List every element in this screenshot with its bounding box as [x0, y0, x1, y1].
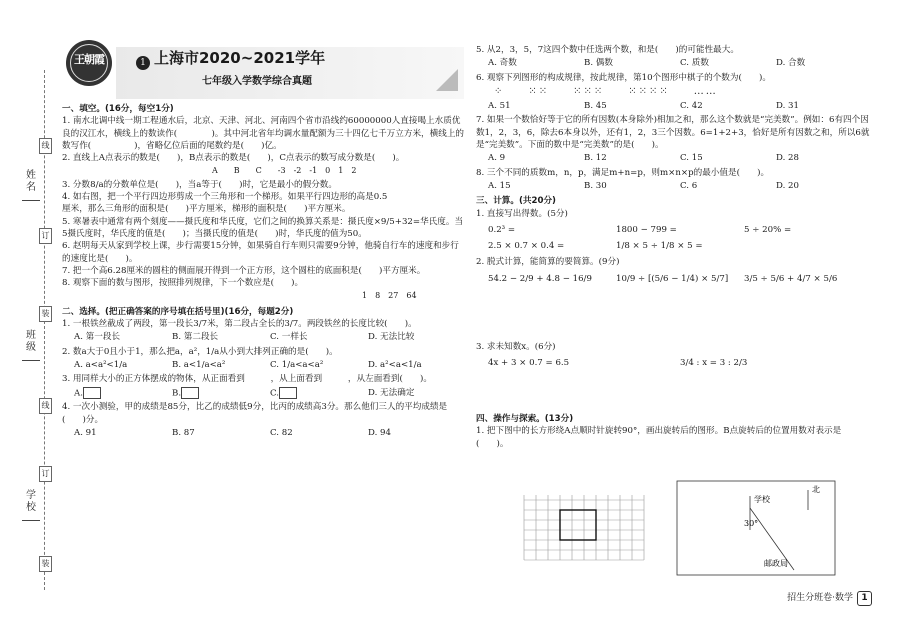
class-line — [22, 360, 40, 361]
paper-title: 上海市2020~2021学年 — [154, 49, 326, 67]
chess-pattern-figure: ⁘ ⁙⁙ ⁙⁙⁙ ⁙⁙⁙⁙ …… — [494, 85, 718, 97]
question-choice-7: 7. 如果一个数恰好等于它的所有因数(本身除外)相加之和，那么这个数就是“完美数”。例如：6有四个因数1，2，3，6，除去6本身以外，还有1，2，3三个因数。6=1+2+3，恰好是所有因数之和，所以6就是“完美数”。下面的数中是“完美数”的是( )。 — [476, 115, 870, 151]
option: C. 42 — [680, 101, 703, 112]
paper-number: 1 — [136, 56, 150, 70]
option: A. 9 — [488, 153, 506, 164]
cube-view-icon — [181, 387, 199, 399]
question-fill-2: 2. 直线上A点表示的数是( )，B点表示的数是( )，C点表示的数写成分数是( )。 — [62, 153, 405, 164]
option: B. 偶数 — [584, 58, 613, 69]
choice-2-options — [74, 359, 466, 371]
footer — [787, 590, 872, 606]
school-line — [22, 520, 40, 521]
choice-1-options — [74, 331, 466, 343]
option: D. 28 — [776, 153, 799, 164]
logo-text: 王朝霞 — [74, 53, 104, 66]
school-label: 学校 — [754, 495, 770, 504]
page-number: 1 — [857, 591, 872, 606]
option-label: A. — [74, 388, 83, 399]
post-office-label: 邮政局 — [764, 559, 788, 568]
choice-8-options — [488, 180, 872, 192]
option-label: B. — [172, 388, 182, 399]
option: D. 合数 — [776, 58, 806, 69]
name-label: 姓名 — [26, 170, 36, 193]
option: D. 20 — [776, 180, 799, 191]
calc-item: 3/4 : x = 3 : 2/3 — [680, 358, 748, 369]
triangle-ruler-icon — [436, 69, 458, 91]
option: B. 30 — [584, 180, 607, 191]
question-choice-2: 2. 数a大于0且小于1，那么把a，a²，1/a从小到大排列正确的是( )。 — [62, 346, 338, 357]
binding-margin — [0, 0, 56, 624]
footer-text: 招生分班卷·数学 — [787, 593, 853, 603]
option: D. a²<a<1/a — [368, 359, 422, 370]
right-column — [476, 44, 872, 450]
calc-item — [744, 240, 872, 252]
option: B. 第二段长 — [172, 332, 219, 343]
question-fill-5: 5. 寒暑表中通常有两个刻度——摄氏度和华氏度，它们之间的换算关系是：摄氏度×9/5+32=华氏度。当5摄氏度时，华氏度的值是( )；当摄氏度的值是( )时，华氏度的值为50。 — [62, 216, 464, 239]
cube-sequence-figure: 1 8 27 64 — [362, 291, 417, 301]
cube-view-icon — [279, 387, 297, 399]
header — [62, 0, 466, 100]
calc-item: 1800 − 799 = — [616, 224, 677, 235]
left-column — [62, 0, 466, 441]
option: A. a<a²<1/a — [74, 359, 128, 370]
seal-mark: 线 — [39, 138, 52, 154]
calc-item: 0.2³ = — [488, 224, 516, 235]
question-choice-5: 5. 从2，3，5，7这四个数中任选两个数，和是( )的可能性最大。 — [476, 45, 739, 55]
option: B. a<1/a<a² — [172, 359, 226, 370]
question-fill-7: 7. 把一个高6.28厘米的圆柱的侧面展开得到一个正方形，这个圆柱的底面积是( )平方厘米。 — [62, 265, 426, 276]
choice-7-options — [488, 152, 872, 164]
question-choice-4: 4. 一次小测验，甲的成绩是85分，比乙的成绩低9分，比丙的成绩高3分。那么他们三人的平均成绩是( )分。 — [62, 402, 448, 425]
option — [172, 387, 270, 400]
option: D. 31 — [776, 101, 799, 112]
option: A. 第一段长 — [74, 332, 121, 343]
calc-direct-row-2 — [488, 240, 872, 252]
brand-logo — [66, 40, 112, 86]
option: C. 一样长 — [270, 332, 308, 343]
seal-mark: 装 — [39, 556, 52, 572]
question-fill-3: 3. 分数8/a的分数单位是( )，当a等于( )时，它是最小的假分数。 — [62, 179, 337, 190]
calc-stepwise: 2. 脱式计算，能简算的要简算。(9分) — [476, 257, 620, 268]
section-operation: 四、操作与探索。(13分) — [476, 414, 574, 425]
question-operation-1: 1. 把下图中的长方形绕A点顺时针旋转90°，画出旋转后的图形。B点旋转后的位置用数对表示是( )。 — [476, 426, 842, 449]
calc-item: 3/5 ÷ 5/6 + 4/7 × 5/6 — [744, 273, 838, 284]
option: C. 6 — [680, 180, 698, 191]
calc-stepwise-row — [488, 273, 872, 337]
choice-3-options — [74, 387, 466, 400]
option: C. 1/a<a<a² — [270, 359, 324, 370]
option: D. 无法确定 — [368, 387, 415, 398]
option-label: C. — [270, 388, 280, 399]
calc-item: 10/9 ÷ [(5/6 − 1/4) × 5/7] — [616, 273, 729, 284]
choice-6-options — [488, 100, 872, 112]
calc-item: 1/8 × 5 ÷ 1/8 × 5 = — [616, 241, 703, 252]
option: C. 82 — [270, 427, 293, 438]
seal-mark: 装 — [39, 306, 52, 322]
question-fill-6: 6. 赵明每天从家到学校上课，步行需要15分钟，如果骑自行车则只需要9分钟，他骑自行车的速度和步行的速度比是( )。 — [62, 241, 459, 264]
choice-5-options — [488, 57, 872, 69]
option: D. 无法比较 — [368, 332, 415, 343]
choice-4-options — [74, 427, 466, 439]
section-choice: 二、选择。(把正确答案的序号填在括号里)(16分，每题2分) — [62, 306, 294, 317]
calc-item: 5 ÷ 20% = — [744, 224, 792, 235]
question-choice-3: 3. 用同样大小的正方体摆成的物体，从正面看到 ，从上面看到 ，从左面看到( )。 — [62, 374, 432, 385]
question-choice-1: 1. 一根铁丝截成了两段，第一段长3/7米，第二段占全长的3/7。两段铁丝的长度比较( )。 — [62, 319, 417, 330]
section-fill-in: 一、填空。(16分，每空1分) — [62, 104, 174, 114]
rotation-grid-figure — [514, 490, 654, 570]
option: A. 15 — [488, 180, 511, 191]
paper-subtitle: 七年级入学数学综合真题 — [202, 76, 312, 87]
question-fill-1: 1. 南水北调中线一期工程通水后，北京、天津、河北、河南四个省市沿线约60000000人直接喝上水质优良的汉江水，横线上的数读作( )。其中河北省年均调水量配额为三十四亿七千万立方米，横线上的数写作( )，省略亿位后面的尾数约是( )亿。 — [62, 116, 465, 151]
calc-item: 2.5 × 0.7 × 0.4 = — [488, 241, 565, 252]
option: B. 12 — [584, 153, 607, 164]
question-choice-6: 6. 观察下列图形的构成规律，按此规律，第10个图形中棋子的个数为( )。 — [476, 72, 771, 83]
name-line — [22, 200, 40, 201]
calc-direct-row-1 — [488, 224, 872, 236]
option: A. 91 — [74, 427, 97, 438]
direction-map-figure — [676, 480, 836, 576]
seal-mark: 线 — [39, 398, 52, 414]
number-line-figure: A B C -3 -2 -1 0 1 2 — [212, 166, 357, 176]
seal-mark: 订 — [39, 466, 52, 482]
class-label: 班级 — [26, 330, 36, 353]
calc-item: 54.2 − 2/9 + 4.8 − 16/9 — [488, 273, 592, 284]
calc-item: 4x + 3 × 0.7 = 6.5 — [488, 358, 570, 369]
question-fill-4: 4. 如右图，把一个平行四边形剪成一个三角形和一个梯形。如果平行四边形的高是0.5厘米，那么三角形的面积是( )平方厘米，梯形的面积是( )平方厘米。 — [62, 192, 388, 215]
section-calculation: 三、计算。(共20分) — [476, 196, 556, 207]
option: B. 45 — [584, 101, 607, 112]
option: B. 87 — [172, 427, 195, 438]
option: C. 质数 — [680, 58, 709, 69]
calc-unknown-row — [488, 357, 872, 409]
question-choice-8: 8. 三个不同的质数m，n，p，满足m+n=p，则m×n×p的最小值是( )。 — [476, 167, 770, 178]
seal-mark: 订 — [39, 228, 52, 244]
title-banner — [116, 47, 464, 99]
calc-unknown: 3. 求未知数x。(6分) — [476, 341, 556, 352]
option — [74, 387, 172, 400]
north-label: 北 — [812, 485, 820, 494]
school-label: 学校 — [26, 490, 36, 513]
angle-label: 30° — [744, 519, 759, 528]
option — [270, 387, 368, 400]
question-fill-8: 8. 观察下面的数与图形，按照排列规律，下一个数应是( )。 — [62, 278, 304, 289]
option: A. 奇数 — [488, 58, 517, 69]
option: D. 94 — [368, 427, 391, 438]
calc-direct: 1. 直接写出得数。(5分) — [476, 208, 568, 219]
cube-view-icon — [83, 387, 101, 399]
option: A. 51 — [488, 101, 511, 112]
option: C. 15 — [680, 153, 703, 164]
